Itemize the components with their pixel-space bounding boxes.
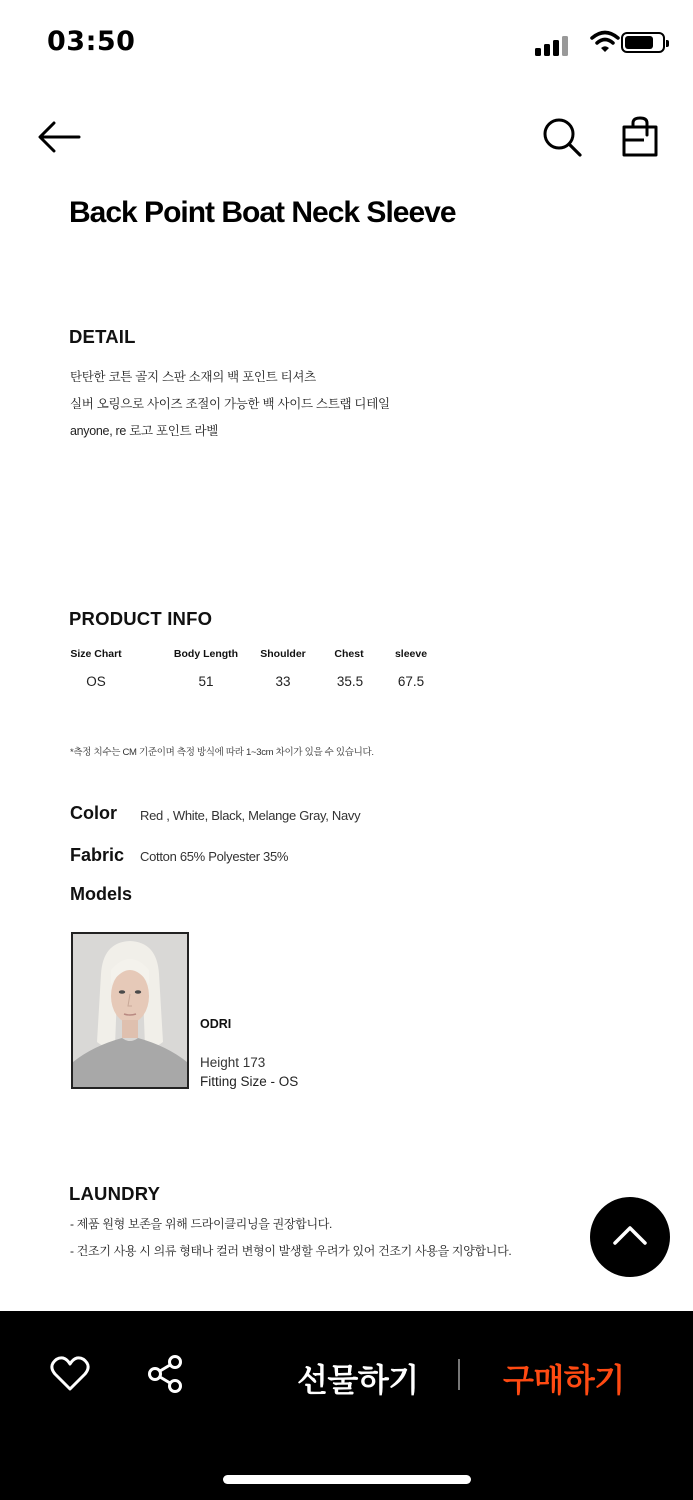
home-indicator[interactable]	[223, 1475, 471, 1484]
detail-line: anyone, re 로고 포인트 라벨	[70, 424, 219, 438]
share-icon	[146, 1354, 186, 1394]
search-icon	[540, 115, 584, 159]
model-photo	[71, 932, 189, 1089]
wishlist-button[interactable]	[49, 1354, 91, 1394]
fabric-value: Cotton 65% Polyester 35%	[140, 849, 289, 864]
measurement-note: *측정 치수는 CM 기준이며 측정 방식에 따라 1~3cm 차이가 있을 수 있습니다.	[70, 747, 374, 758]
table-cell: 35.5	[336, 674, 364, 689]
signal-bar-icon	[553, 40, 559, 56]
search-button[interactable]	[540, 115, 584, 159]
button-divider	[458, 1359, 460, 1390]
color-value: Red , White, Black, Melange Gray, Navy	[140, 808, 361, 823]
bottom-action-bar	[0, 1311, 693, 1500]
size-table	[69, 648, 469, 698]
models-title: Models	[70, 884, 133, 904]
table-header: Body Length	[173, 648, 239, 660]
table-header: Chest	[334, 648, 364, 660]
model-fitting-size: Fitting Size - OS	[200, 1074, 299, 1089]
table-header: Shoulder	[260, 648, 306, 660]
share-button[interactable]	[146, 1354, 186, 1394]
color-label: Color	[70, 803, 117, 823]
model-portrait-image	[73, 934, 187, 1087]
table-cell: 33	[275, 674, 291, 689]
chevron-up-icon	[610, 1221, 650, 1251]
battery-icon	[621, 32, 665, 53]
wifi-icon	[590, 30, 620, 54]
laundry-line: - 제품 원형 보존을 위해 드라이클리닝을 권장합니다.	[70, 1217, 333, 1231]
detail-line: 실버 오링으로 사이즈 조절이 가능한 백 사이드 스트랩 디테일	[70, 397, 390, 411]
scroll-to-top-button[interactable]	[590, 1197, 670, 1277]
status-time: 03:50	[47, 26, 136, 57]
laundry-title: LAUNDRY	[69, 1183, 161, 1204]
table-cell: 67.5	[397, 674, 425, 689]
detail-title: DETAIL	[69, 326, 136, 347]
model-height: Height 173	[200, 1055, 266, 1070]
table-header: sleeve	[394, 648, 428, 660]
back-arrow-icon	[34, 117, 84, 157]
detail-line: 탄탄한 코튼 골지 스판 소재의 백 포인트 티셔츠	[70, 370, 316, 384]
heart-icon	[49, 1354, 91, 1394]
model-name: ODRI	[200, 1017, 232, 1031]
table-header: Size Chart	[70, 648, 122, 660]
signal-bar-icon	[544, 44, 550, 56]
fabric-label: Fabric	[70, 845, 125, 865]
shopping-bag-icon	[620, 115, 660, 159]
laundry-line: - 건조기 사용 시 의류 형태나 컬러 변형이 발생할 우려가 있어 건조기 사용을 지양합니다.	[70, 1244, 512, 1258]
gift-button[interactable]: 선물하기	[297, 1361, 419, 1399]
table-cell: 51	[198, 674, 214, 689]
back-button[interactable]	[34, 117, 84, 157]
signal-bar-icon	[562, 36, 568, 56]
signal-bar-icon	[535, 48, 541, 56]
status-icons	[535, 30, 665, 56]
buy-button[interactable]: 구매하기	[503, 1361, 625, 1399]
shopping-bag-button[interactable]	[620, 115, 660, 159]
product-title: Back Point Boat Neck Sleeve	[69, 196, 456, 229]
product-info-title: PRODUCT INFO	[69, 608, 213, 629]
table-cell: OS	[86, 674, 106, 689]
